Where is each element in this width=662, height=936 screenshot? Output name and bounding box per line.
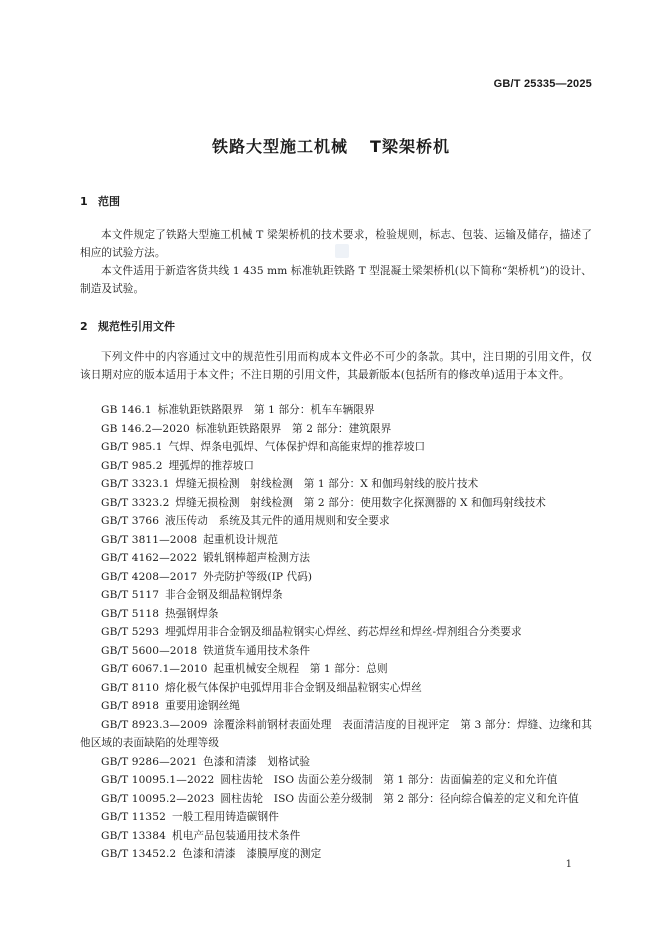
title-part-2: T梁架桥机 <box>370 137 450 156</box>
reference-title: 起重机设计规范 <box>203 533 279 546</box>
reference-title: 埋弧焊的推荐坡口 <box>168 459 255 472</box>
document-title <box>0 134 662 157</box>
reference-title: 色漆和清漆 划格试验 <box>203 755 311 768</box>
reference-code: GB/T 10095.2—2023 <box>101 792 215 805</box>
reference-list <box>80 401 592 864</box>
reference-code: GB/T 4208—2017 <box>101 570 198 583</box>
reference-code: GB/T 9286—2021 <box>101 755 198 768</box>
reference-code: GB/T 8110 <box>101 681 160 694</box>
reference-title: 液压传动 系统及其元件的通用规则和安全要求 <box>165 515 390 527</box>
reference-item <box>80 845 592 864</box>
reference-title: 埋弧焊用非合金钢及细晶粒钢实心焊丝、药芯焊丝和焊丝-焊剂组合分类要求 <box>165 626 522 638</box>
reference-title: 热强钢焊条 <box>165 607 219 620</box>
page-number: 1 <box>565 859 572 870</box>
reference-code: GB/T 8918 <box>101 700 160 712</box>
reference-item <box>80 438 592 457</box>
reference-title: 起重机械安全规程 第 1 部分：总则 <box>213 663 388 675</box>
reference-title: 外壳防护等级(IP 代码) <box>203 570 313 583</box>
reference-item <box>80 753 592 772</box>
reference-code: GB/T 11352 <box>101 811 166 823</box>
reference-code: GB/T 5117 <box>101 589 160 601</box>
reference-title: 熔化极气体保护电弧焊用非合金钢及细晶粒钢实心焊丝 <box>165 681 422 694</box>
section-1-number: 1 <box>80 195 88 208</box>
reference-item <box>80 457 592 476</box>
standard-number: GB/T 25335—2025 <box>493 78 592 90</box>
reference-code: GB/T 6067.1—2010 <box>101 663 208 675</box>
reference-code: GB/T 4162—2022 <box>101 552 198 564</box>
reference-item <box>80 716 592 753</box>
reference-code: GB/T 985.2 <box>101 459 163 472</box>
reference-title: 标准轨距铁路限界 第 1 部分：机车车辆限界 <box>157 404 375 416</box>
section-1-title: 范围 <box>98 195 120 208</box>
reference-item <box>80 475 592 494</box>
references-intro: 下列文件中的内容通过文中的规范性引用而构成本文件必不可少的条款。其中，注日期的引用文件，仅该日期对应的版本适用于本文件；不注日期的引用文件，其最新版本(包括所有的修改单)适用于本文件。 <box>80 351 592 381</box>
reference-code: GB/T 3323.1 <box>101 478 170 490</box>
scope-paragraph-2: 本文件适用于新造客货共线 1 435 mm 标准轨距铁路 T 型混凝土梁架桥机(以下简称“架桥机”)的设计、制造及试验。 <box>80 265 592 295</box>
reference-code: GB/T 8923.3—2009 <box>101 718 208 731</box>
reference-title: 重要用途钢丝绳 <box>165 700 240 712</box>
reference-item <box>80 623 592 642</box>
reference-item <box>80 642 592 661</box>
reference-item <box>80 549 592 568</box>
reference-title: 圆柱齿轮 ISO 齿面公差分级制 第 1 部分：齿面偏差的定义和允许值 <box>220 774 558 786</box>
reference-item <box>80 401 592 420</box>
reference-item <box>80 697 592 716</box>
reference-code: GB/T 5118 <box>101 607 160 620</box>
reference-code: GB/T 5600—2018 <box>101 644 198 657</box>
reference-title: 气焊、焊条电弧焊、气体保护焊和高能束焊的推荐坡口 <box>168 441 426 453</box>
reference-code: GB/T 3811—2008 <box>101 533 198 546</box>
reference-title: 焊缝无损检测 射线检测 第 2 部分：使用数字化探测器的 X 和伽玛射线技术 <box>175 496 546 509</box>
reference-item <box>80 494 592 513</box>
reference-item <box>80 771 592 790</box>
reference-code: GB/T 3323.2 <box>101 496 170 509</box>
reference-code: GB/T 3766 <box>101 515 160 527</box>
reference-code: GB/T 13452.2 <box>101 848 177 860</box>
scope-paragraph-1: 本文件规定了铁路大型施工机械 T 梁架桥机的技术要求，检验规则，标志、包装、运输及储存，描述了相应的试验方法。 <box>80 229 592 259</box>
reference-code: GB/T 10095.1—2022 <box>101 774 215 786</box>
section-1-heading <box>80 193 120 209</box>
reference-title: 一般工程用铸造碳钢件 <box>171 811 279 823</box>
reference-item <box>80 605 592 624</box>
reference-title: 铁道货车通用技术条件 <box>203 644 311 657</box>
section-2-heading <box>80 318 175 334</box>
reference-item <box>80 531 592 550</box>
reference-title: 标准轨距铁路限界 第 2 部分：建筑限界 <box>195 422 392 435</box>
reference-title: 色漆和清漆 漆膜厚度的测定 <box>182 848 322 860</box>
reference-item <box>80 660 592 679</box>
title-part-1: 铁路大型施工机械 <box>212 137 349 156</box>
reference-item <box>80 586 592 605</box>
reference-item <box>80 679 592 698</box>
reference-item <box>80 568 592 587</box>
reference-item <box>80 827 592 846</box>
reference-item <box>80 808 592 827</box>
reference-title: 圆柱齿轮 ISO 齿面公差分级制 第 2 部分：径向综合偏差的定义和允许值 <box>220 792 579 805</box>
reference-title: 涂覆涂料前钢材表面处理 表面清洁度的目视评定 第 3 部分：焊缝、边缘和其他区域的表面缺陷的处理等级 <box>80 718 592 749</box>
reference-code: GB/T 985.1 <box>101 441 163 453</box>
reference-title: 非合金钢及细晶粒钢焊条 <box>165 589 283 601</box>
reference-code: GB 146.2—2020 <box>101 422 190 435</box>
reference-code: GB 146.1 <box>101 404 152 416</box>
reference-title: 机电产品包装通用技术条件 <box>171 829 301 842</box>
section-2-title: 规范性引用文件 <box>98 320 175 333</box>
reference-item <box>80 512 592 531</box>
reference-code: GB/T 5293 <box>101 626 160 638</box>
reference-item <box>80 420 592 439</box>
section-2-number: 2 <box>80 320 88 333</box>
reference-title: 焊缝无损检测 射线检测 第 1 部分：X 和伽玛射线的胶片技术 <box>175 478 479 490</box>
reference-item <box>80 790 592 809</box>
reference-code: GB/T 13384 <box>101 829 166 842</box>
reference-title: 锻轧钢棒超声检测方法 <box>203 552 311 564</box>
